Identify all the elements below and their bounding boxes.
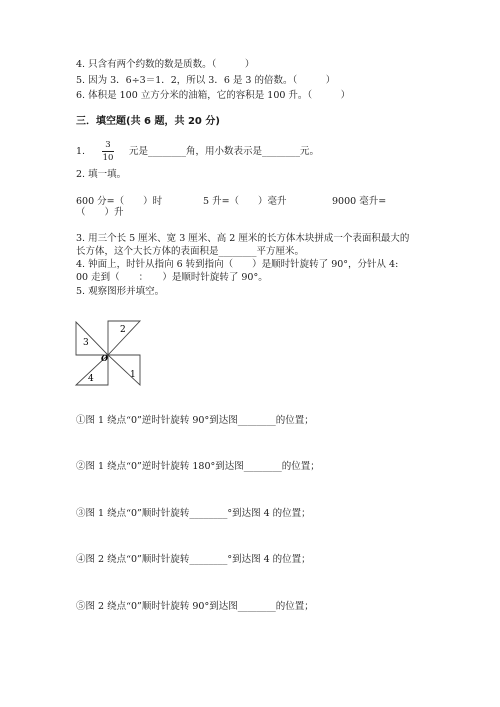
- label-4: 4: [88, 374, 94, 384]
- q2-part-c: 9000 毫升=: [332, 196, 387, 207]
- label-o: O: [101, 353, 108, 363]
- q1-fraction: [102, 140, 114, 163]
- q4-line-2: 00 走到（ ： ）是顺时针旋转了 90°。: [76, 272, 268, 283]
- pinwheel-figure: [70, 318, 150, 398]
- q2-part-a: 600 分=（ ）时: [76, 196, 163, 207]
- q2-title: 2. 填一填。: [76, 169, 127, 180]
- judge-item-4: 4. 只含有两个约数的数是质数。（ ）: [76, 59, 255, 70]
- q5-item-2: ②图 1 绕点“0”逆时针旋转 180°到达图________的位置；: [76, 461, 320, 472]
- q5-item-4: ④图 2 绕点“0”顺时针旋转________°到达图 4 的位置；: [76, 554, 311, 565]
- section-title: 三．填空题(共 6 题，共 20 分): [76, 116, 220, 127]
- q4-line-1: 4. 钟面上，时针从指向 6 转到指向（ ）是顺时针旋转了 90°，分针从 4:: [76, 259, 399, 270]
- q3-line-2: 长方体，这个大长方体的表面积是________平方厘米。: [76, 246, 305, 257]
- q3-line-1: 3. 用三个长 5 厘米、宽 3 厘米、高 2 厘米的长方体木块拼成一个表面积最大的: [76, 233, 410, 244]
- triangle-3: [76, 322, 108, 355]
- q1-fraction-denominator: 10: [102, 153, 114, 163]
- label-1: 1: [130, 370, 136, 380]
- q1-fraction-numerator: 3: [102, 140, 114, 152]
- label-2: 2: [120, 325, 126, 335]
- q5-item-5: ⑤图 2 绕点“0”顺时针旋转 90°到达图________的位置；: [76, 601, 314, 612]
- judge-item-6: 6. 体积是 100 立方分米的油箱，它的容积是 100 升。（ ）: [76, 90, 351, 101]
- q1-text: 元是________角，用小数表示是________元。: [129, 146, 320, 157]
- q5-item-1: ①图 1 绕点“0”逆时针旋转 90°到达图________的位置；: [76, 415, 314, 426]
- q2-part-d: （ ）升: [76, 207, 124, 218]
- q1-number: 1.: [76, 146, 86, 157]
- q5-item-3: ③图 1 绕点“0”顺时针旋转________°到达图 4 的位置；: [76, 508, 311, 519]
- label-3: 3: [83, 338, 89, 348]
- q5-title: 5. 观察图形并填空。: [76, 286, 165, 297]
- judge-item-5: 5. 因为 3．6÷3＝1．2，所以 3．6 是 3 的倍数。（ ）: [76, 75, 336, 86]
- q2-part-b: 5 升=（ ）毫升: [203, 196, 287, 207]
